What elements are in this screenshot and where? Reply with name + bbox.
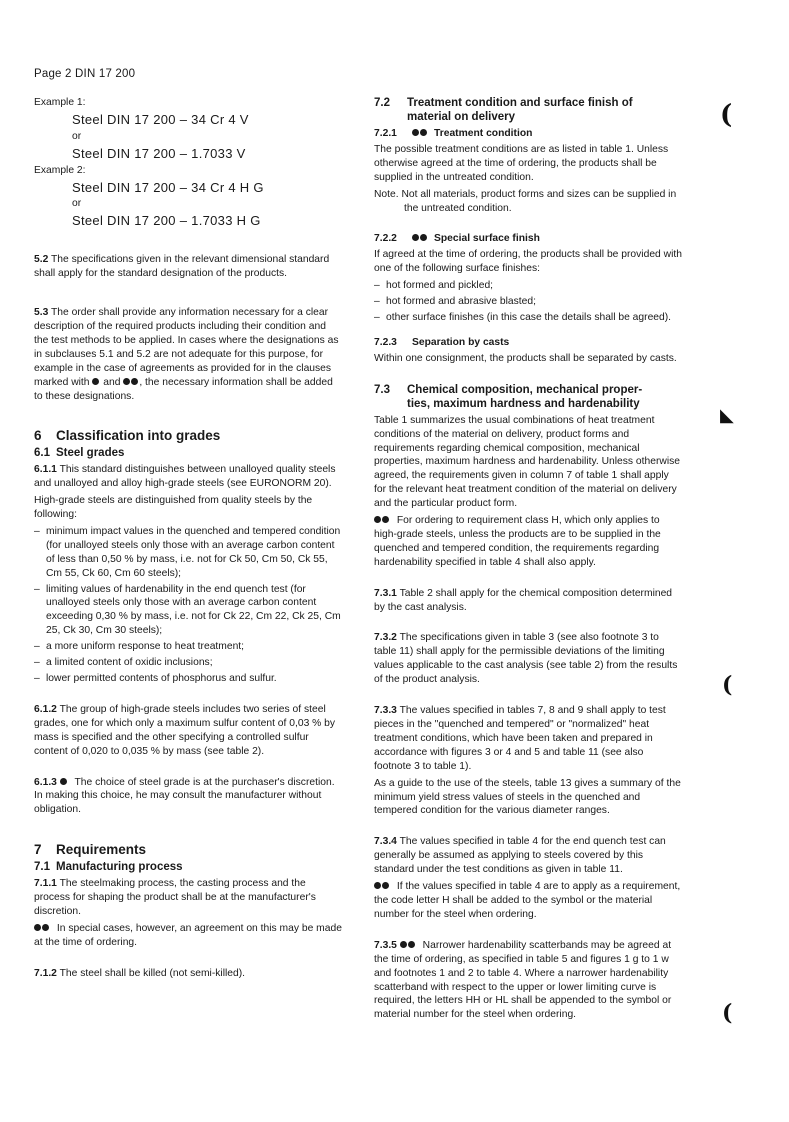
list-item: – limiting values of hardenability in the end quench test (for unalloyed steels only those with an average carbon content exceeding 0,30 % by mass, i.e. not for Ck 22, Cm 22, Ck 25, Cm 25, Ck 30, Cm 30 steels); bbox=[34, 583, 342, 639]
section-title: Special surface finish bbox=[434, 233, 540, 245]
clause-text: As a guide to the use of the steels, table 13 gives a summary of the minimum yield stress values of steels in the quenched and tempered condition for the various diameter ranges. bbox=[374, 777, 681, 817]
section-number: 7.2.2 bbox=[374, 233, 397, 245]
clause-number: 7.1.2 bbox=[34, 967, 57, 979]
surface-finish-list bbox=[374, 279, 682, 325]
section-7-2-3-heading bbox=[374, 336, 682, 350]
section-7-3-heading bbox=[374, 383, 682, 411]
section-title: Treatment condition and surface finish of bbox=[407, 97, 633, 109]
clause-7-1-1 bbox=[34, 877, 342, 919]
clause-text: Table 2 shall apply for the chemical composition determined by the cast analysis. bbox=[374, 587, 673, 613]
section-number: 7.3 bbox=[374, 383, 390, 396]
clause-text: The group of high-grade steels includes two series of steel grades, one for which only a maximum sulfur content of 0,03 % by mass is specified and the other specifying a controlled sulfur content of 0,020 to 0,035 % by mass (see table 2). bbox=[34, 703, 336, 757]
clause-6-1-2 bbox=[34, 703, 342, 759]
clause-6-1-3 bbox=[34, 776, 342, 818]
clause-number: 5.2 bbox=[34, 254, 49, 266]
clause-text: The values specified in table 4 for the end quench test can generally be assumed as applying to steels covered by this standard under the test conditions as given in table 11. bbox=[374, 836, 666, 876]
double-dot-icon bbox=[400, 941, 407, 948]
double-dot-icon bbox=[131, 378, 138, 385]
double-dot-icon bbox=[374, 516, 381, 523]
clause-text: , the necessary information shall be added to these designations. bbox=[34, 376, 333, 402]
clause-text: The specifications given in table 3 (see also footnote 3 to table 11) shall apply for the permissible deviations of the limiting values applicable to the cast analysis (see table 2) from the results of the product analysis. bbox=[374, 632, 678, 686]
clause-number: 6.1.1 bbox=[34, 464, 57, 476]
double-dot-icon bbox=[42, 924, 49, 931]
clause-text: The values specified in tables 7, 8 and 9 shall apply to test pieces in the "quenched and tempered" or "normalized" heat treatment conditions, which have been taken and prepared in accordance with figures 3 or 4 and 5 and table 11 (see also footnote 3 to table 1). bbox=[374, 705, 666, 772]
section-title: Chemical composition, mechanical proper- bbox=[407, 383, 643, 396]
clause-7-3-1 bbox=[374, 587, 682, 615]
example-1-label: Example 1: bbox=[34, 97, 86, 108]
section-title: Steel grades bbox=[56, 447, 125, 460]
clause-text: Within one consignment, the products shall be separated by casts. bbox=[374, 352, 677, 364]
section-number: 7.2.3 bbox=[374, 336, 397, 348]
designation-example-2b: Steel DIN 17 200 – 1.7033 H G bbox=[72, 213, 261, 229]
note-text: Note. Not all materials, product forms and sizes can be supplied in the untreated condition. bbox=[374, 188, 677, 214]
left-column bbox=[34, 96, 342, 984]
clause-text: The steelmaking process, the casting process and the process for shaping the product shall be at the manufacturer's discretion. bbox=[34, 878, 316, 917]
double-dot-icon bbox=[34, 924, 41, 931]
margin-bracket-icon: ( bbox=[722, 1000, 733, 1026]
clause-text: The order shall provide any information necessary for a clear description of the required products including their condition and the test methods to be applied. In cases where the designations as in subclauses 5.1 and 5.2 are not adequate for this purpose, for example in the case of agreements as provided for in the clauses marked with bbox=[34, 307, 339, 388]
margin-bracket-icon: ( bbox=[722, 672, 733, 698]
section-7-heading bbox=[34, 842, 342, 858]
section-number: 7.2 bbox=[374, 97, 390, 109]
designation-example-2a: Steel DIN 17 200 – 34 Cr 4 H G bbox=[72, 179, 264, 195]
clause-7-1-1-special bbox=[34, 922, 342, 950]
clause-number: 7.3.5 bbox=[374, 939, 397, 951]
single-dot-icon bbox=[92, 378, 99, 385]
single-dot-icon bbox=[60, 778, 67, 785]
clause-text: In special cases, however, an agreement on this may be made at the time of ordering. bbox=[34, 922, 342, 948]
double-dot-icon bbox=[382, 882, 389, 889]
clause-number: 7.3.1 bbox=[374, 587, 397, 599]
section-7-1-heading bbox=[34, 861, 342, 875]
list-item: – minimum impact values in the quenched and tempered condition (for unalloyed steels only those with an average carbon content of less than 0,50 % by mass, i.e. not for Ck 50, Cm 50, Ck 55, Cm 55, Ck 60, Cm 60 steels); bbox=[34, 525, 342, 581]
grade-criteria-list bbox=[34, 525, 342, 686]
designation-example-1a: Steel DIN 17 200 – 34 Cr 4 V bbox=[72, 111, 249, 127]
clause-7-3-class-h bbox=[374, 514, 682, 570]
double-dot-icon bbox=[374, 882, 381, 889]
section-title: Treatment condition bbox=[434, 128, 533, 139]
section-number: 6.1 bbox=[34, 447, 50, 460]
clause-text: Narrower hardenability scatterbands may be agreed at the time of ordering, as specified in table 5 and figures 1 g to 1 w and footnotes 1 and 2 to table 4. Where a narrower hardenability scatterband with respect to the upper or lower limiting curve is required, the letters HH or HL shall be appended to the symbol or material number for the steel when ordering. bbox=[374, 939, 672, 1021]
section-title: Requirements bbox=[56, 842, 147, 858]
section-title: Classification into grades bbox=[56, 428, 221, 444]
clause-7-3-4 bbox=[374, 835, 682, 877]
double-dot-icon bbox=[408, 941, 415, 948]
list-item: – other surface finishes (in this case the details shall be agreed). bbox=[374, 311, 682, 325]
double-dot-icon bbox=[420, 234, 427, 241]
list-item: – hot formed and pickled; bbox=[374, 279, 682, 293]
clause-text: For ordering to requirement class H, which only applies to high-grade steels, unless the products are to be supplied in the quenched and tempered condition, the requirements regarding hardenability specified in table 4 shall also apply. bbox=[374, 515, 661, 568]
page-header: Page 2 DIN 17 200 bbox=[34, 68, 136, 80]
clause-text: If the values specified in table 4 are to apply as a requirement, the code letter H shall be added to the symbol or the material number for the steel when ordering. bbox=[374, 881, 681, 920]
list-item: – hot formed and abrasive blasted; bbox=[374, 295, 682, 309]
double-dot-icon bbox=[420, 129, 427, 136]
double-dot-icon bbox=[123, 378, 130, 385]
clause-text: The choice of steel grade is at the purchaser's discretion. In making this choice, he may consult the manufacturer without obligation. bbox=[34, 776, 335, 816]
list-item: – a more uniform response to heat treatment; bbox=[34, 640, 342, 654]
section-7-2-2-heading bbox=[374, 232, 682, 246]
clause-text: This standard distinguishes between unalloyed quality steels and unalloyed and alloy high-grade steels (see EURONORM 20). bbox=[34, 464, 336, 490]
double-dot-icon bbox=[382, 516, 389, 523]
clause-number: 7.3.3 bbox=[374, 705, 397, 717]
clause-6-1-1 bbox=[34, 463, 342, 491]
list-item: – a limited content of oxidic inclusions; bbox=[34, 656, 342, 670]
clause-7-3-5 bbox=[374, 939, 682, 1022]
clause-7-3-4-requirement bbox=[374, 880, 682, 922]
clause-text: Table 1 summarizes the usual combinations of heat treatment conditions of the material on delivery, product forms and requirements regarding chemical composition, mechanical properties, maximum hardness and hardenability. Unless otherwise agreed, the requirements given in column 7 of table 1 shall apply for the relevant heat treatment condition of the material on delivery and the particular product form. bbox=[374, 414, 681, 510]
margin-bracket-icon: ◣ bbox=[720, 405, 734, 426]
section-6-1-heading bbox=[34, 447, 342, 461]
clause-text: The specifications given in the relevant dimensional standard shall apply for the standard designation of the products. bbox=[34, 254, 330, 280]
clause-7-3-3 bbox=[374, 704, 682, 774]
or-separator: or bbox=[72, 130, 82, 142]
clause-text: and bbox=[103, 376, 121, 388]
section-7-2-heading bbox=[374, 96, 682, 124]
section-number: 7.2.1 bbox=[374, 128, 397, 139]
section-title: ties, maximum hardness and hardenability bbox=[407, 397, 640, 410]
section-7-2-1-heading bbox=[374, 127, 682, 141]
clause-text: The steel shall be killed (not semi-killed). bbox=[59, 967, 246, 979]
clause-number: 7.1.1 bbox=[34, 878, 57, 890]
clause-number: 6.1.2 bbox=[34, 703, 57, 715]
clause-number: 6.1.3 bbox=[34, 776, 57, 788]
clause-text: The possible treatment conditions are as listed in table 1. Unless otherwise agreed at the time of ordering, the products shall be supplied in the untreated condition. bbox=[374, 143, 669, 183]
section-6-heading bbox=[34, 428, 342, 444]
section-title: Separation by casts bbox=[412, 336, 510, 348]
clause-number: 7.3.4 bbox=[374, 836, 397, 848]
margin-bracket-icon: ( bbox=[720, 100, 733, 130]
clause-7-3-2 bbox=[374, 631, 682, 687]
clause-7-1-2 bbox=[34, 967, 342, 981]
section-title: material on delivery bbox=[407, 111, 516, 123]
clause-number: 7.3.2 bbox=[374, 632, 397, 644]
section-title: Manufacturing process bbox=[56, 861, 183, 874]
clause-number: 5.3 bbox=[34, 307, 49, 319]
section-number: 7.1 bbox=[34, 861, 50, 874]
section-number: 6 bbox=[34, 428, 42, 444]
clause-5-2 bbox=[34, 253, 342, 281]
clause-5-3 bbox=[34, 306, 342, 403]
or-separator: or bbox=[72, 198, 82, 210]
right-column bbox=[374, 96, 682, 1025]
double-dot-icon bbox=[412, 129, 419, 136]
list-item: – lower permitted contents of phosphorus and sulfur. bbox=[34, 672, 342, 686]
clause-text: High-grade steels are distinguished from quality steels by the following: bbox=[34, 495, 313, 521]
section-number: 7 bbox=[34, 842, 42, 858]
example-2-label: Example 2: bbox=[34, 164, 86, 176]
clause-text: If agreed at the time of ordering, the products shall be provided with one of the following surface finishes: bbox=[374, 249, 682, 275]
designation-example-1b: Steel DIN 17 200 – 1.7033 V bbox=[72, 145, 246, 161]
double-dot-icon bbox=[412, 234, 419, 241]
